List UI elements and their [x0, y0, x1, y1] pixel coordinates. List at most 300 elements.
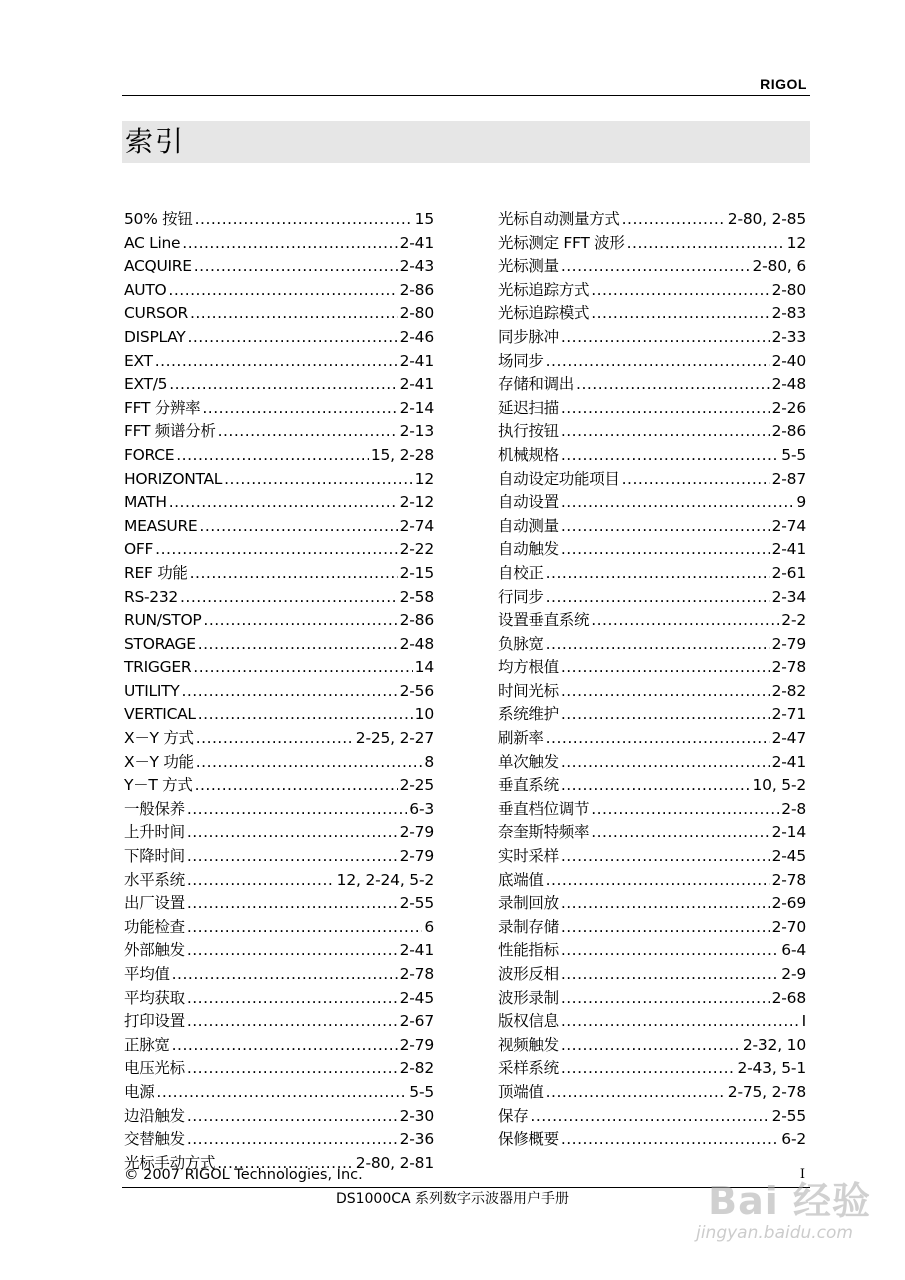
index-page-ref: 2-69 — [771, 894, 806, 913]
index-entry — [498, 774, 806, 798]
index-entry — [124, 538, 434, 562]
index-page-ref: 2-86 — [399, 611, 434, 630]
index-entry — [498, 845, 806, 869]
index-term: OFF — [124, 540, 154, 559]
index-page-ref: 2-41 — [399, 941, 434, 960]
index-entry — [124, 586, 434, 610]
index-page-ref: 2-22 — [399, 540, 434, 559]
index-term: EXT/5 — [124, 375, 168, 394]
index-page-ref: 10 — [414, 705, 434, 724]
index-page-ref: 6-2 — [781, 1130, 806, 1149]
index-page-ref: 2-74 — [399, 516, 434, 535]
index-term: VERTICAL — [124, 705, 196, 724]
index-entry — [124, 1034, 434, 1058]
copyright-notice: © 2007 RIGOL Technologies, Inc. — [124, 1167, 363, 1183]
index-entry — [124, 1057, 434, 1081]
dot-leader — [561, 326, 770, 350]
index-entry — [498, 939, 806, 963]
dot-leader — [195, 208, 413, 232]
dot-leader — [622, 468, 770, 492]
index-page-ref: 5-5 — [409, 1082, 434, 1101]
dot-leader — [218, 420, 398, 444]
dot-leader — [561, 515, 770, 539]
index-term: X－Y 功能 — [124, 752, 194, 771]
index-term: 光标自动测量方式 — [498, 210, 620, 228]
index-page-ref: 2-8 — [781, 799, 806, 818]
dot-leader — [172, 963, 398, 987]
index-term: 采样系统 — [498, 1059, 559, 1078]
index-entry — [124, 1128, 434, 1152]
dot-leader — [156, 1081, 407, 1105]
index-page-ref: 2-41 — [771, 752, 806, 771]
index-term: 自校正 — [498, 563, 544, 582]
index-entry — [124, 774, 434, 798]
index-entry — [498, 1057, 806, 1081]
index-term: 水平系统 — [124, 870, 185, 889]
index-term: 光标测量 — [498, 257, 559, 276]
index-term: 执行按钮 — [498, 422, 559, 441]
index-term: 打印设置 — [124, 1012, 185, 1031]
index-page-ref: 2-2 — [781, 611, 806, 630]
index-entry — [124, 515, 434, 539]
index-page-ref: 2-78 — [771, 870, 806, 889]
index-term: Y－T 方式 — [124, 776, 193, 795]
index-page-ref: 2-25, 2-27 — [355, 729, 434, 748]
index-entry — [498, 1034, 806, 1058]
dot-leader — [591, 821, 769, 845]
index-term: 时间光标 — [498, 681, 559, 700]
page-number: I — [799, 1167, 805, 1182]
brand-name: RIGOL — [760, 76, 807, 92]
index-page-ref: 2-80, 2-85 — [727, 210, 806, 228]
index-entry — [498, 562, 806, 586]
index-term: 下降时间 — [124, 847, 185, 866]
dot-leader — [190, 562, 398, 586]
dot-leader — [187, 916, 423, 940]
dot-leader — [622, 208, 726, 232]
index-page-ref: 2-80, 2-81 — [355, 1153, 434, 1172]
index-page-ref: 2-79 — [399, 847, 434, 866]
index-term: 光标测定 FFT 波形 — [498, 233, 625, 252]
index-entry — [498, 963, 806, 987]
index-page-ref: 2-32, 10 — [742, 1035, 806, 1054]
index-term: 电压光标 — [124, 1059, 185, 1078]
index-page-ref: 2-87 — [771, 469, 806, 488]
index-term: REF 功能 — [124, 563, 188, 582]
dot-leader — [187, 869, 335, 893]
title-band — [122, 121, 810, 163]
index-page-ref: 8 — [424, 752, 434, 771]
dot-leader — [190, 302, 398, 326]
index-entry — [498, 1010, 806, 1034]
index-entry — [124, 444, 434, 468]
index-page-ref: 2-79 — [771, 634, 806, 653]
index-page-ref: 12 — [414, 469, 434, 488]
index-entry — [498, 468, 806, 492]
index-entry — [498, 703, 806, 727]
index-term: 正脉宽 — [124, 1035, 170, 1054]
index-term: 刷新率 — [498, 729, 544, 748]
index-entry — [124, 232, 434, 256]
dot-leader — [546, 350, 770, 374]
index-entry — [498, 302, 806, 326]
index-term: 设置垂直系统 — [498, 611, 590, 630]
index-entry — [124, 609, 434, 633]
index-entry — [498, 892, 806, 916]
index-page-ref: 2-41 — [399, 375, 434, 394]
index-page-ref: 9 — [796, 493, 806, 512]
index-entry — [498, 798, 806, 822]
index-term: 边沿触发 — [124, 1106, 185, 1125]
index-entry — [124, 491, 434, 515]
index-page-ref: 2-46 — [399, 327, 434, 346]
index-term: 自动设置 — [498, 493, 559, 512]
index-page-ref: 2-83 — [771, 304, 806, 323]
index-entry — [124, 727, 434, 751]
dot-leader — [169, 491, 398, 515]
index-entry — [498, 279, 806, 303]
index-entry — [498, 491, 806, 515]
dot-leader — [187, 798, 407, 822]
index-entry — [124, 468, 434, 492]
dot-leader — [155, 350, 398, 374]
index-term: 负脉宽 — [498, 634, 544, 653]
dot-leader — [546, 1081, 726, 1105]
index-page-ref: 2-34 — [771, 587, 806, 606]
index-term: 单次触发 — [498, 752, 559, 771]
index-entry — [124, 420, 434, 444]
index-term: 波形录制 — [498, 988, 559, 1007]
index-entry — [498, 255, 806, 279]
index-entry — [124, 703, 434, 727]
dot-leader — [187, 1105, 398, 1129]
index-entry — [498, 515, 806, 539]
index-page-ref: 2-82 — [399, 1059, 434, 1078]
index-page-ref: 2-55 — [399, 894, 434, 913]
index-page-ref: 2-25 — [399, 776, 434, 795]
index-entry — [124, 916, 434, 940]
index-page-ref: 2-68 — [771, 988, 806, 1007]
index-term: RS-232 — [124, 587, 178, 606]
index-term: 出厂设置 — [124, 894, 185, 913]
index-page-ref: 2-58 — [399, 587, 434, 606]
dot-leader — [561, 751, 770, 775]
index-page-ref: 2-82 — [771, 681, 806, 700]
dot-leader — [561, 1128, 779, 1152]
index-term: ACQUIRE — [124, 257, 192, 276]
dot-leader — [561, 680, 770, 704]
index-term: 光标手动方式 — [124, 1153, 216, 1172]
index-page-ref: 2-15 — [399, 563, 434, 582]
index-term: UTILITY — [124, 681, 180, 700]
index-entry — [498, 609, 806, 633]
index-term: 电源 — [124, 1082, 155, 1101]
index-entry — [124, 987, 434, 1011]
index-column-right — [498, 208, 806, 1152]
dot-leader — [172, 1034, 398, 1058]
index-page-ref: 2-78 — [771, 658, 806, 677]
index-term: 场同步 — [498, 351, 544, 370]
index-page-ref: 2-86 — [771, 422, 806, 441]
dot-leader — [187, 845, 398, 869]
dot-leader — [591, 798, 779, 822]
index-entry — [124, 255, 434, 279]
index-page-ref: 6-4 — [781, 941, 806, 960]
index-entry — [124, 302, 434, 326]
dot-leader — [561, 420, 770, 444]
dot-leader — [561, 845, 770, 869]
index-term: AUTO — [124, 280, 167, 299]
index-entry — [124, 373, 434, 397]
index-term: 功能检查 — [124, 917, 185, 936]
index-term: TRIGGER — [124, 658, 192, 677]
index-term: AC Line — [124, 233, 181, 252]
dot-leader — [546, 727, 770, 751]
dot-leader — [546, 869, 770, 893]
dot-leader — [546, 586, 770, 610]
dot-leader — [187, 326, 397, 350]
dot-leader — [561, 916, 770, 940]
dot-leader — [591, 609, 779, 633]
index-term: 光标追踪模式 — [498, 304, 590, 323]
index-page-ref: 2-61 — [771, 563, 806, 582]
dot-leader — [561, 538, 770, 562]
dot-leader — [202, 397, 397, 421]
index-entry — [498, 751, 806, 775]
index-term: 录制回放 — [498, 894, 559, 913]
dot-leader — [199, 515, 397, 539]
dot-leader — [198, 703, 413, 727]
index-term: HORIZONTAL — [124, 469, 223, 488]
index-term: FFT 分辨率 — [124, 398, 201, 417]
dot-leader — [561, 444, 779, 468]
index-page-ref: 2-12 — [399, 493, 434, 512]
index-page-ref: 2-30 — [399, 1106, 434, 1125]
index-entry — [124, 326, 434, 350]
dot-leader — [187, 892, 398, 916]
index-term: 实时采样 — [498, 847, 559, 866]
index-term: FFT 频谱分析 — [124, 422, 216, 441]
dot-leader — [168, 279, 397, 303]
index-term: 上升时间 — [124, 823, 185, 842]
index-page-ref: 2-45 — [771, 847, 806, 866]
index-page-ref: 2-86 — [399, 280, 434, 299]
dot-leader — [591, 279, 769, 303]
index-page-ref: 2-41 — [399, 351, 434, 370]
dot-leader — [576, 373, 770, 397]
dot-leader — [561, 1057, 736, 1081]
dot-leader — [196, 751, 423, 775]
index-entry — [498, 208, 806, 232]
index-entry — [498, 821, 806, 845]
index-entry — [124, 798, 434, 822]
index-term: 录制存储 — [498, 917, 559, 936]
index-page-ref: 6-3 — [409, 799, 434, 818]
index-page-ref: 2-33 — [771, 327, 806, 346]
dot-leader — [530, 1105, 769, 1129]
index-term: 性能指标 — [498, 941, 559, 960]
index-page-ref: 2-43 — [399, 257, 434, 276]
index-term: EXT — [124, 351, 153, 370]
index-term: 顶端值 — [498, 1082, 544, 1101]
index-page-ref: 2-48 — [771, 375, 806, 394]
index-term: 行同步 — [498, 587, 544, 606]
index-page-ref: 2-55 — [771, 1106, 806, 1125]
watermark-logo: Bai 经验 — [708, 1179, 871, 1223]
index-term: 平均获取 — [124, 988, 185, 1007]
index-entry — [124, 963, 434, 987]
index-entry — [124, 1081, 434, 1105]
dot-leader — [561, 1010, 800, 1034]
manual-title: DS1000CA 系列数字示波器用户手册 — [335, 1191, 570, 1207]
dot-leader — [187, 821, 398, 845]
dot-leader — [187, 1010, 398, 1034]
index-entry — [498, 1128, 806, 1152]
index-entry — [498, 916, 806, 940]
dot-leader — [224, 468, 413, 492]
dot-leader — [180, 586, 398, 610]
index-page-ref: 2-74 — [771, 516, 806, 535]
index-term: 保存 — [498, 1106, 529, 1125]
index-page-ref: 2-13 — [399, 422, 434, 441]
index-entry — [498, 987, 806, 1011]
dot-leader — [181, 680, 397, 704]
index-entry — [124, 208, 434, 232]
index-page-ref: 2-41 — [399, 233, 434, 252]
index-page-ref: 10, 5-2 — [752, 776, 806, 795]
dot-leader — [187, 1128, 398, 1152]
dot-leader — [561, 703, 770, 727]
index-page-ref: 2-79 — [399, 823, 434, 842]
index-entry — [124, 397, 434, 421]
index-term: 视频触发 — [498, 1035, 559, 1054]
dot-leader — [187, 939, 398, 963]
index-term: 波形反相 — [498, 965, 559, 983]
index-term: 奈奎斯特频率 — [498, 823, 590, 842]
index-term: 垂直档位调节 — [498, 799, 590, 818]
dot-leader — [546, 633, 770, 657]
watermark-url: jingyan.baidu.com — [696, 1223, 853, 1243]
index-entry — [498, 586, 806, 610]
dot-leader — [187, 987, 398, 1011]
dot-leader — [561, 255, 751, 279]
index-page-ref: 2-80 — [399, 304, 434, 323]
index-term: STORAGE — [124, 634, 196, 653]
index-entry — [498, 633, 806, 657]
index-term: 版权信息 — [498, 1012, 559, 1031]
dot-leader — [627, 232, 785, 256]
index-entry — [498, 869, 806, 893]
header-rule — [122, 95, 810, 96]
index-term: 保修概要 — [498, 1130, 559, 1149]
index-term: 垂直系统 — [498, 776, 559, 795]
dot-leader — [155, 538, 397, 562]
index-page-ref: 5-5 — [781, 445, 806, 464]
index-term: 一般保养 — [124, 799, 185, 818]
index-term: FORCE — [124, 445, 175, 464]
index-page-ref: 2-45 — [399, 988, 434, 1007]
index-entry — [124, 350, 434, 374]
dot-leader — [591, 302, 769, 326]
index-page-ref: 2-79 — [399, 1035, 434, 1054]
dot-leader — [561, 1034, 741, 1058]
index-entry — [124, 892, 434, 916]
dot-leader — [561, 397, 770, 421]
dot-leader — [561, 491, 795, 515]
dot-leader — [561, 963, 779, 987]
index-page-ref: 2-80, 6 — [752, 257, 806, 276]
dot-leader — [182, 232, 397, 256]
index-entry — [124, 1105, 434, 1129]
index-term: 底端值 — [498, 870, 544, 889]
dot-leader — [194, 255, 398, 279]
index-page-ref: 2-26 — [771, 398, 806, 417]
index-entry — [498, 680, 806, 704]
index-entry — [124, 751, 434, 775]
index-entry — [124, 279, 434, 303]
dot-leader — [195, 774, 398, 798]
index-term: 存储和调出 — [498, 375, 575, 394]
dot-leader — [198, 633, 398, 657]
dot-leader — [561, 892, 770, 916]
dot-leader — [169, 373, 397, 397]
index-entry — [124, 1010, 434, 1034]
index-page-ref: 14 — [414, 658, 434, 677]
index-term: 系统维护 — [498, 705, 559, 724]
page-title: 索引 — [125, 125, 186, 158]
dot-leader — [561, 656, 770, 680]
index-page-ref: 2-78 — [399, 965, 434, 983]
dot-leader — [561, 774, 751, 798]
index-entry — [498, 1081, 806, 1105]
index-page-ref: 2-9 — [781, 965, 806, 983]
index-entry — [124, 939, 434, 963]
index-term: 自动设定功能项目 — [498, 469, 620, 488]
index-entry — [124, 680, 434, 704]
index-term: CURSOR — [124, 304, 188, 323]
index-entry — [498, 656, 806, 680]
index-entry — [498, 420, 806, 444]
index-page-ref: 2-80 — [771, 280, 806, 299]
index-entry — [124, 656, 434, 680]
index-term: 自动触发 — [498, 540, 559, 559]
dot-leader — [176, 444, 369, 468]
index-page-ref: 2-67 — [399, 1012, 434, 1031]
index-entry — [498, 538, 806, 562]
dot-leader — [187, 1057, 398, 1081]
index-term: 50% 按钮 — [124, 210, 193, 228]
index-term: MATH — [124, 493, 167, 512]
index-page-ref: 2-14 — [771, 823, 806, 842]
index-term: 自动测量 — [498, 516, 559, 535]
index-page-ref: 15, 2-28 — [370, 445, 434, 464]
index-entry — [498, 373, 806, 397]
index-term: 光标追踪方式 — [498, 280, 590, 299]
index-term: DISPLAY — [124, 327, 186, 346]
index-term: 平均值 — [124, 965, 170, 983]
dot-leader — [561, 987, 770, 1011]
index-page-ref: 2-43, 5-1 — [737, 1059, 806, 1078]
index-page-ref: 2-40 — [771, 351, 806, 370]
index-page-ref: I — [801, 1012, 806, 1031]
index-page-ref: 2-70 — [771, 917, 806, 936]
index-entry — [498, 727, 806, 751]
index-term: 延迟扫描 — [498, 398, 559, 417]
index-column-left — [124, 208, 434, 1175]
index-page-ref: 2-71 — [771, 705, 806, 724]
index-page-ref: 12 — [786, 233, 806, 252]
index-page-ref: 2-14 — [399, 398, 434, 417]
